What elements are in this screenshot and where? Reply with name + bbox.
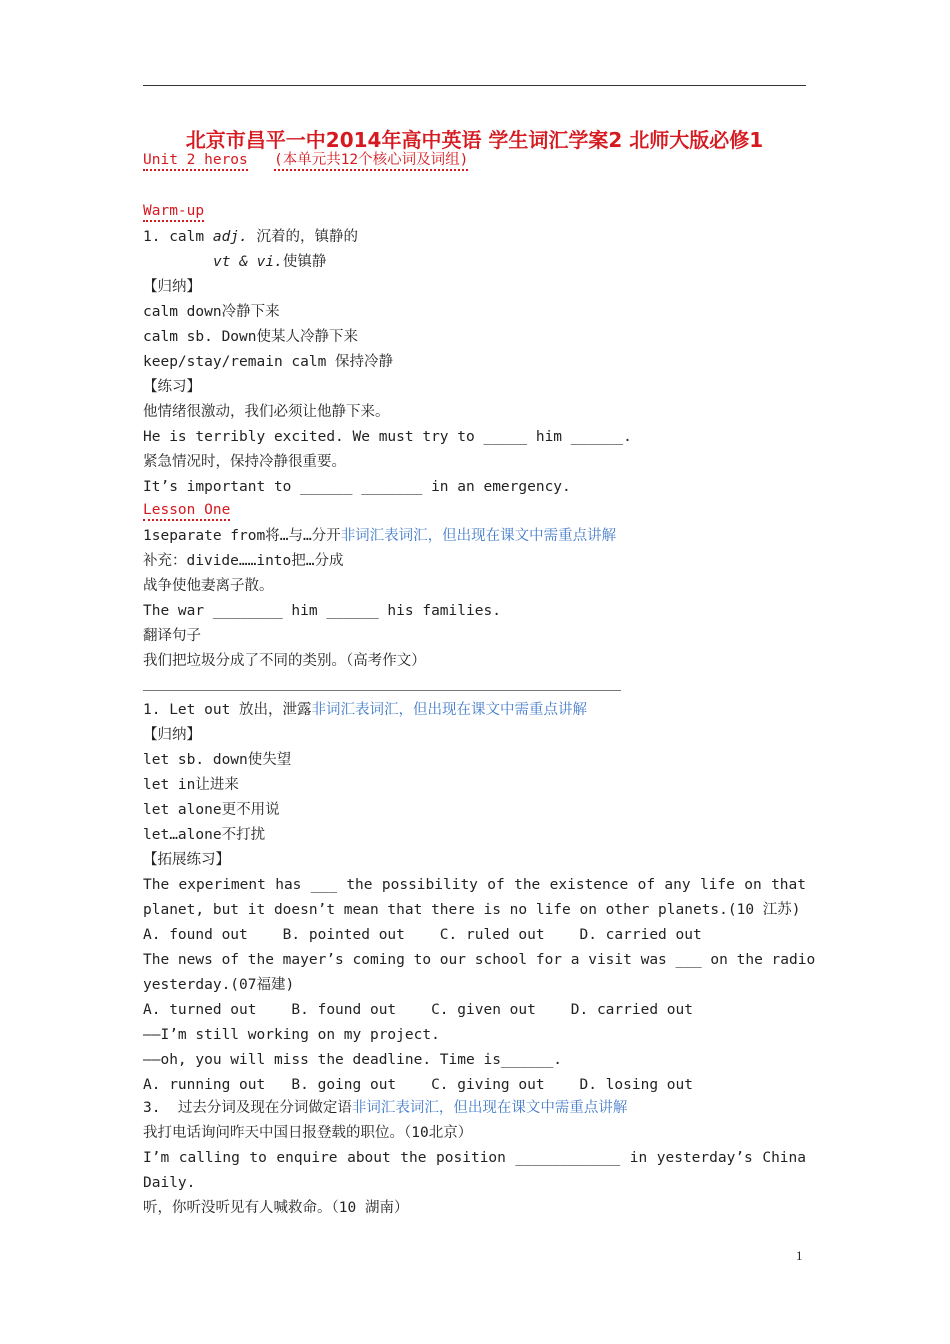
page-title: 北京市昌平一中2014年高中英语 学生词汇学案2 北师大版必修1	[185, 128, 764, 152]
unit-note: (本单元共12个核心词及词组)	[274, 152, 468, 171]
question-text: planet, but it doesn’t mean that there is no life on other planets.(10 江苏)	[143, 902, 801, 918]
practice-item: 他情绪很激动，我们必须让他静下来。	[143, 404, 390, 420]
participle-entry: 3. 过去分词及现在分词做定语非词汇表词汇，但出现在课文中需重点讲解	[143, 1100, 628, 1116]
question-text: ——I’m still working on my project.	[143, 1027, 440, 1043]
calm-entry-verb: vt & vi.使镇静	[213, 254, 327, 270]
vocab-note: 非词汇表词汇，但出现在课文中需重点讲解	[351, 1100, 628, 1116]
extension-label: 【拓展练习】	[143, 852, 230, 868]
summary-item: keep/stay/remain calm 保持冷静	[143, 354, 394, 370]
calm-entry: 1. calm adj. 沉着的，镇静的	[143, 229, 358, 245]
summary-label: 【归纳】	[143, 279, 201, 295]
lesson-line: 翻译句子	[143, 628, 201, 644]
summary-item: let sb. down使失望	[143, 752, 292, 768]
warmup-heading: Warm-up	[143, 201, 204, 221]
summary-item: let…alone不打扰	[143, 827, 266, 843]
question-text: The news of the mayer’s coming to our school for a visit was ___ on the radio	[143, 952, 816, 968]
summary-item: calm sb. Down使某人冷静下来	[143, 329, 358, 345]
question-options: A. found out B. pointed out C. ruled out D. carried out	[143, 927, 702, 943]
summary-item: let alone更不用说	[143, 802, 280, 818]
question-options: A. running out B. going out C. giving out D. losing out	[143, 1077, 693, 1093]
question-text: yesterday.(07福建)	[143, 977, 295, 993]
summary-item: calm down冷静下来	[143, 304, 280, 320]
summary-label: 【归纳】	[143, 727, 201, 743]
lesson-line: 我们把垃圾分成了不同的类别。（高考作文）	[143, 653, 426, 669]
let-out-entry: 1. Let out 放出，泄露非词汇表词汇，但出现在课文中需重点讲解	[143, 702, 588, 718]
lesson-line: The war ________ him ______ his families.	[143, 603, 501, 619]
vocab-note: 非词汇表词汇，但出现在课文中需重点讲解	[340, 528, 617, 544]
participle-line: 听，你听没听见有人喊救命。（10 湖南）	[143, 1200, 409, 1216]
practice-item: It’s important to ______ _______ in an emergency.	[143, 479, 571, 495]
participle-line: 我打电话询问昨天中国日报登载的职位。（10北京）	[143, 1125, 473, 1141]
participle-line: I’m calling to enquire about the position ____________ in yesterday’s China	[143, 1150, 806, 1166]
unit-line	[143, 150, 468, 170]
lesson-line: 战争使他妻离子散。	[143, 578, 274, 594]
practice-item: He is terribly excited. We must try to _____ him ______.	[143, 429, 632, 445]
lesson-line: 补充：divide……into把…分成	[143, 553, 344, 569]
practice-item: 紧急情况时，保持冷静很重要。	[143, 454, 346, 470]
summary-item: let in让进来	[143, 777, 239, 793]
question-options: A. turned out B. found out C. given out D. carried out	[143, 1002, 693, 1018]
answer-line	[143, 690, 621, 691]
separate-entry: 1separate from将…与…分开非词汇表词汇，但出现在课文中需重点讲解	[143, 528, 617, 544]
page-number: 1	[796, 1248, 803, 1263]
question-text: The experiment has ___ the possibility of the existence of any life on that	[143, 877, 806, 893]
lesson-one-heading: Lesson One	[143, 500, 230, 520]
vocab-note: 非词汇表词汇，但出现在课文中需重点讲解	[311, 702, 588, 718]
header-rule	[143, 85, 806, 86]
practice-label: 【练习】	[143, 379, 201, 395]
unit-name: Unit 2 heros	[143, 152, 248, 171]
question-text: ——oh, you will miss the deadline. Time is______.	[143, 1052, 563, 1068]
participle-line: Daily.	[143, 1175, 196, 1191]
